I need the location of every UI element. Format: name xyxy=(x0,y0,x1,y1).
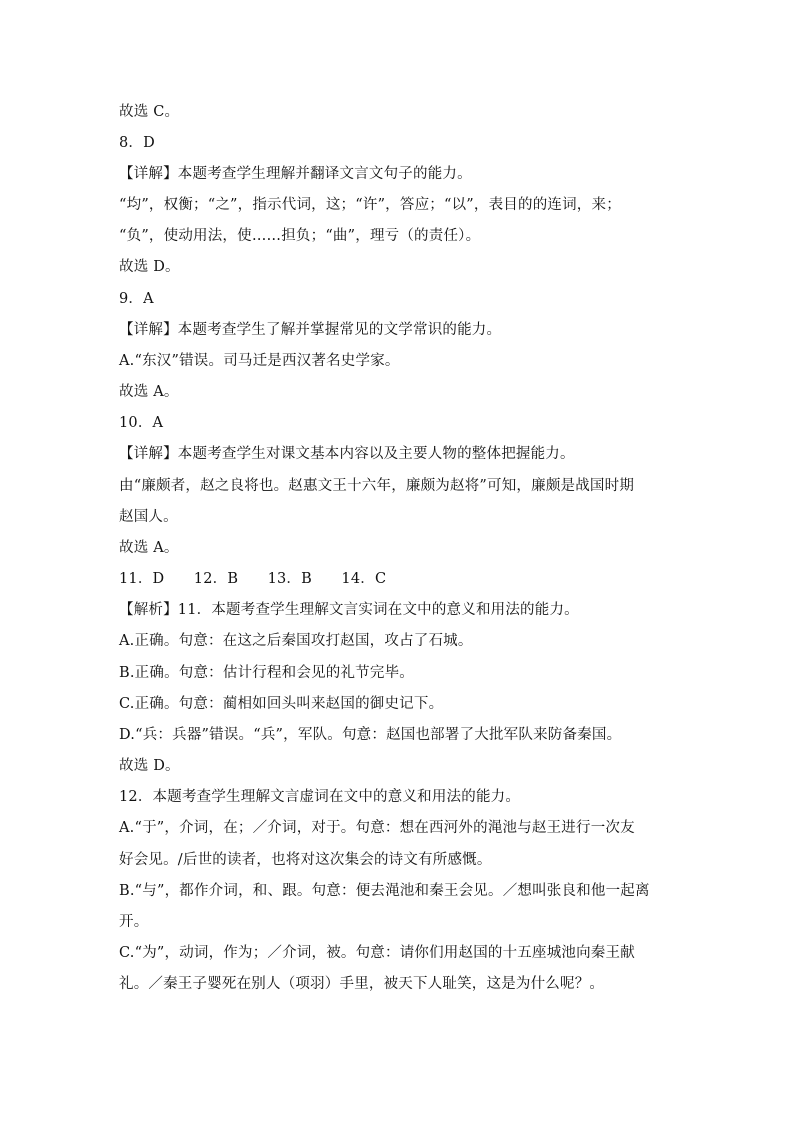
text-line: A.“于”，介词，在；／介词，对于。句意：想在西河外的渑池与赵王进行一次友 xyxy=(119,820,635,836)
text-line: A.“东汉”错误。司马迁是西汉著名史学家。 xyxy=(119,353,400,369)
analysis-line: 【解析】11．本题考查学生理解文言实词在文中的意义和用法的能力。 xyxy=(119,602,579,618)
text-line: 由“廉颇者，赵之良将也。赵惠文王十六年，廉颇为赵将”可知，廉颇是战国时期 xyxy=(119,478,635,494)
text-line: 故选 A。 xyxy=(119,384,179,400)
question-number-10: 10．A xyxy=(119,415,164,431)
text-line: C.“为”，动词，作为；／介词，被。句意：请你们用赵国的十五座城池向秦王献 xyxy=(119,945,635,961)
text-line: 礼。／秦王子婴死在别人（项羽）手里，被天下人耻笑，这是为什么呢？。 xyxy=(119,976,605,992)
text-line: A.正确。句意：在这之后秦国攻打赵国，攻占了石城。 xyxy=(119,633,473,649)
explanation-line: 【详解】本题考查学生了解并掌握常见的文学常识的能力。 xyxy=(119,322,502,338)
text-line: 好会见。/后世的读者，也将对这次集会的诗文有所感慨。 xyxy=(119,852,492,868)
explanation-line: 【详解】本题考查学生理解并翻译文言文句子的能力。 xyxy=(119,166,472,182)
text-line: C.正确。句意：蔺相如回头叫来赵国的御史记下。 xyxy=(119,696,444,712)
text-line: “均”，权衡；“之”，指示代词，这；“许”，答应；“以”，表目的的连词，来； xyxy=(119,197,621,213)
explanation-line: 【详解】本题考查学生对课文基本内容以及主要人物的整体把握能力。 xyxy=(119,446,575,462)
text-line: B.正确。句意：估计行程和会见的礼节完毕。 xyxy=(119,665,414,681)
question-12-heading: 12．本题考查学生理解文言虚词在文中的意义和用法的能力。 xyxy=(119,789,521,805)
question-number-9: 9．A xyxy=(119,291,154,307)
text-line: 赵国人。 xyxy=(119,509,178,525)
text-line: “负”，使动用法，使……担负；“曲”，理亏（的责任）。 xyxy=(119,228,481,244)
question-number-8: 8．D xyxy=(119,135,155,151)
text-line: 故选 C。 xyxy=(119,104,180,120)
text-line: D.“兵：兵器”错误。“兵”，军队。句意：赵国也部署了大批军队来防备秦国。 xyxy=(119,727,622,743)
text-line: 开。 xyxy=(119,914,149,930)
text-line: B.“与”，都作介词，和、跟。句意：便去渑池和秦王会见。／想叫张良和他一起离 xyxy=(119,883,650,899)
text-line: 故选 D。 xyxy=(119,758,180,774)
text-line: 故选 D。 xyxy=(119,259,180,275)
text-line: 故选 A。 xyxy=(119,540,179,556)
answers-11-14: 11．D 12．B 13．B 14．C xyxy=(119,571,387,587)
